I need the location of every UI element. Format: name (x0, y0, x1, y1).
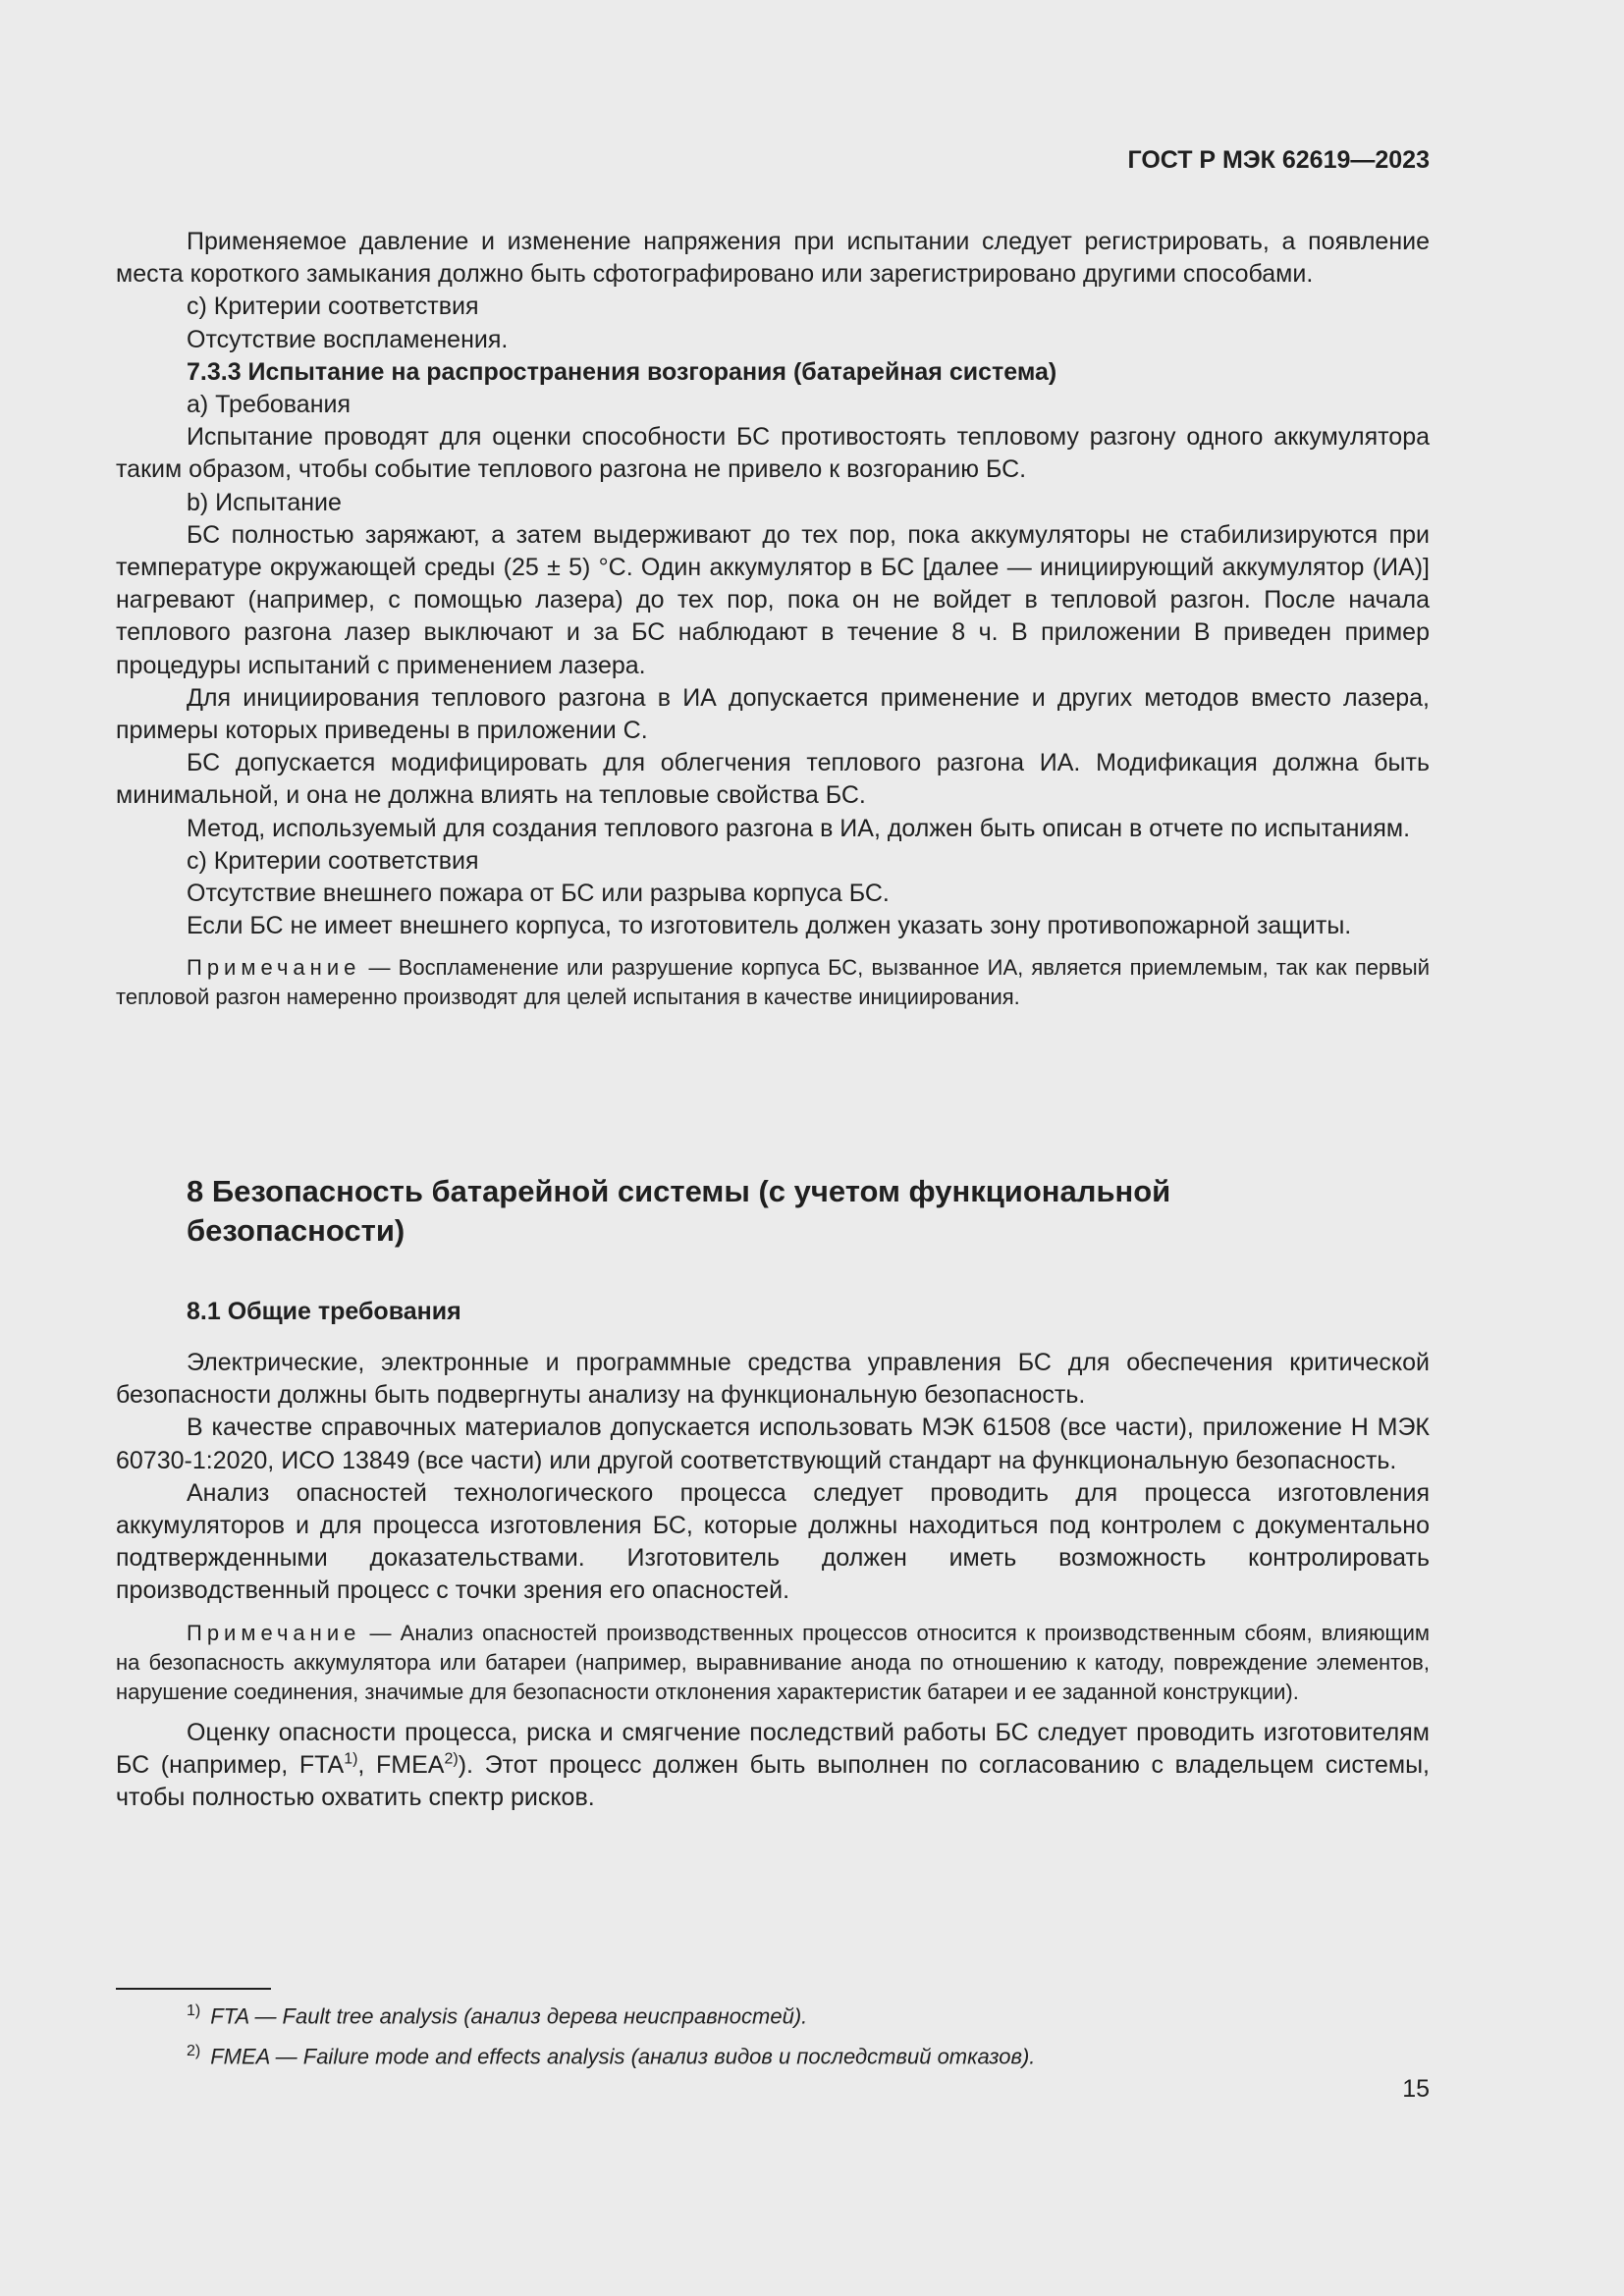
heading-7-3-3: 7.3.3 Испытание на распространения возгорания (батарейная система) (187, 357, 1057, 386)
document-header: ГОСТ Р МЭК 62619—2023 (1127, 146, 1430, 174)
footnote-ref[interactable]: 2) (444, 1750, 459, 1768)
footnote-ref[interactable]: 1) (344, 1750, 358, 1768)
footnote (187, 2034, 1365, 2074)
note-lead: Примечание (187, 955, 361, 981)
item-label-c: c) Критерии соответствия (187, 846, 479, 875)
section-8-title: 8 Безопасность батарейной системы (с учетом функциональной безопасности) (187, 1174, 1171, 1248)
paragraph: БС допускается модифицировать для облегчения теплового разгона ИА. Модификация должна быть минимальной, и она не должна влиять на тепловые свойства БС. (116, 749, 1430, 810)
paragraph: БС полностью заряжают, а затем выдерживают до тех пор, пока аккумуляторы не стабилизируются при температуре окружающей среды (25 ± 5) °С. Один аккумулятор в БС [далее — инициирующий аккумулятор (ИА)] нагревают (например, с помощью лазера) до тех пор, пока он не войдет в тепловой разгон. После начала теплового разгона лазер выключают и за БС наблюдают в течение 8 ч. В приложении B приведен пример процедуры испытаний с применением лазера. (116, 520, 1430, 679)
paragraph: Для инициирования теплового разгона в ИА допускается применение и других методов вместо лазера, примеры которых приведены в приложении С. (116, 683, 1430, 745)
footnote-number: 2) (187, 2043, 201, 2060)
item-label-b: b) Испытание (187, 488, 342, 516)
footnotes (187, 1994, 1365, 2075)
paragraph: Применяемое давление и изменение напряжения при испытании следует регистрировать, а появление места короткого замыкания должно быть сфотографировано или зарегистрировано другими способами. (116, 228, 1430, 289)
paragraph-part: , FMEA (357, 1750, 445, 1779)
note-text: — Анализ опасностей производственных процессов относится к производственным сбоям, влияющим на безопасность аккумулятора или батареи (например, выравнивание анода по отношению к катоду, повреждение элементов, нарушение соединения, значимые для безопасности отклонения характеристик батареи и ее заданной конструкции). (116, 1620, 1430, 1704)
item-label-a: a) Требования (187, 391, 352, 419)
paragraph: Отсутствие внешнего пожара от БС или разрыва корпуса БС. (187, 880, 890, 908)
paragraph: Испытание проводят для оценки способности БС противостоять тепловому разгону одного аккумулятора таким образом, чтобы событие теплового разгона не привело к возгоранию БС. (116, 423, 1430, 484)
page-number: 15 (1402, 2075, 1430, 2103)
footnote-number: 1) (187, 2002, 201, 2019)
paragraph-part: Оценку опасности процесса, риска и смягчение последствий работы БС следует проводить изготовителям БС (например, FTA (116, 1718, 1430, 1779)
note (116, 953, 1430, 1012)
footnote (187, 1994, 1365, 2034)
section-7-3-text (116, 226, 1430, 1012)
section-8-1-text (116, 1347, 1430, 1814)
paragraph: Метод, используемый для создания теплового разгона в ИА, должен быть описан в отчете по испытаниям. (187, 814, 1411, 842)
footnote-divider (116, 1988, 271, 1990)
paragraph: Электрические, электронные и программные средства управления БС для обеспечения критической безопасности должны быть подвергнуты анализу на функциональную безопасность. (116, 1349, 1430, 1410)
note (116, 1619, 1430, 1707)
footnote-text: FMEA — Failure mode and effects analysis (анализ видов и последствий отказов). (210, 2044, 1036, 2069)
subsection-8-1-title: 8.1 Общие требования (187, 1298, 461, 1325)
note-text: — Воспламенение или разрушение корпуса БС, вызванное ИА, является приемлемым, так как первый тепловой разгон намеренно производят для целей испытания в качестве инициирования. (116, 955, 1430, 1010)
footnote-text: FTA — Fault tree analysis (анализ дерева неисправностей). (210, 2003, 808, 2029)
note-lead: Примечание (187, 1620, 361, 1645)
paragraph: Отсутствие воспламенения. (187, 325, 509, 353)
paragraph: Анализ опасностей технологического процесса следует проводить для процесса изготовления аккумуляторов и для процесса изготовления БС, которые должны находиться под контролем с документально подтвержденными доказательствами. Изготовитель должен иметь возможность контролировать производственный процесс с точки зрения его опасностей. (116, 1478, 1430, 1605)
paragraph (116, 1717, 1430, 1815)
paragraph: В качестве справочных материалов допускается использовать МЭК 61508 (все части), приложение H МЭК 60730-1:2020, ИСО 13849 (все части) или другой соответствующий стандарт на функциональную безопасность. (116, 1414, 1430, 1474)
paragraph-part: ). Этот процесс должен быть выполнен по согласованию с владельцем системы, чтобы полностью охватить спектр рисков. (116, 1750, 1430, 1812)
item-label-c: c) Критерии соответствия (187, 293, 479, 321)
paragraph: Если БС не имеет внешнего корпуса, то изготовитель должен указать зону противопожарной защиты. (187, 912, 1352, 940)
